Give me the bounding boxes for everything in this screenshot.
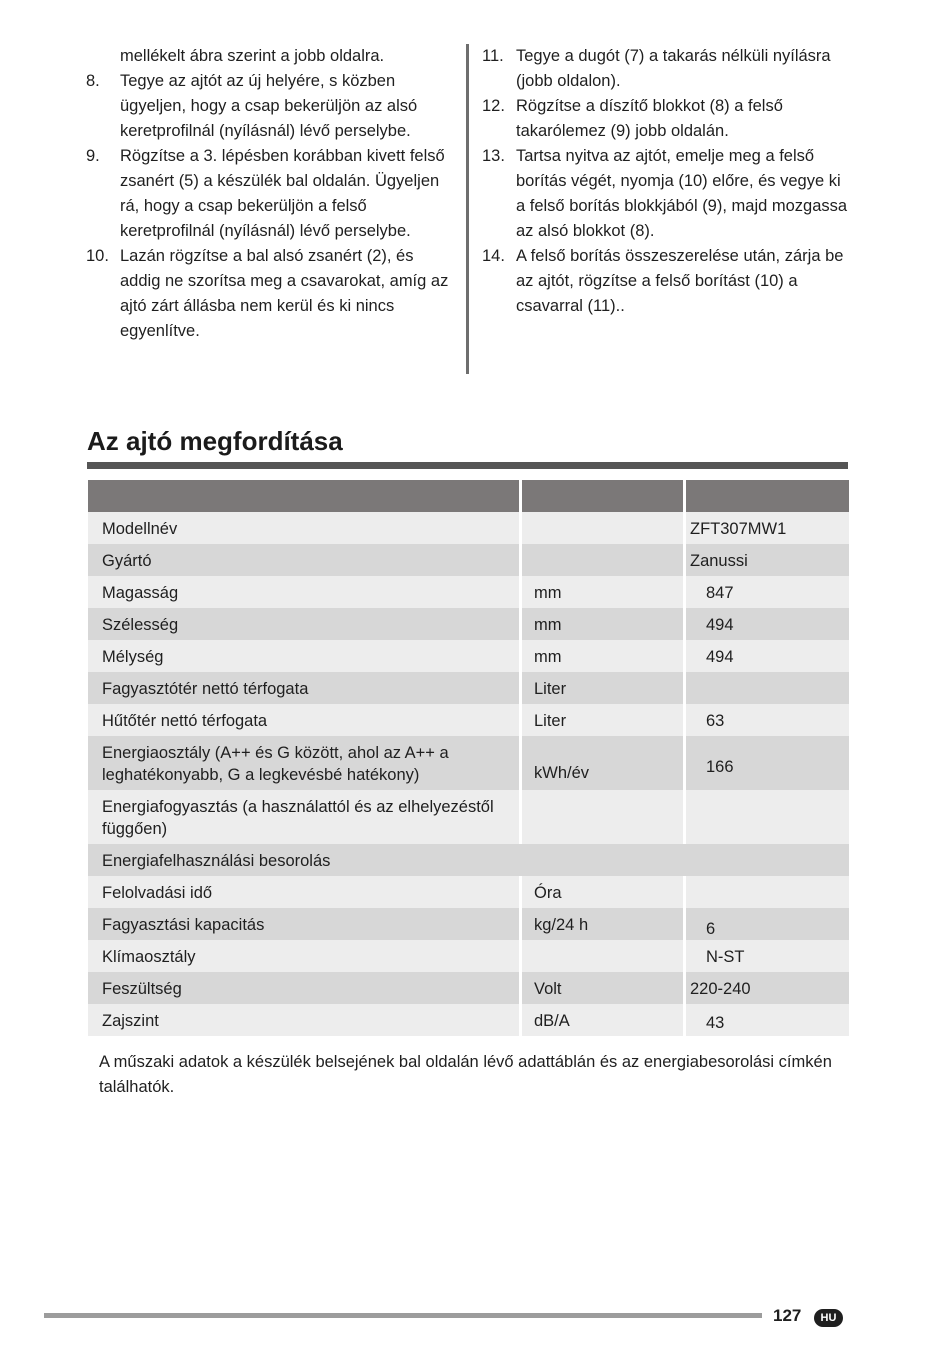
row-value <box>683 672 849 704</box>
row-unit: kWh/év <box>519 736 683 790</box>
row-value: ZFT307MW1 <box>683 512 849 544</box>
row-label: Energiafelhasználási besorolás <box>88 844 849 876</box>
title-underline <box>87 462 848 469</box>
row-label: Magasság <box>88 576 519 608</box>
table-row <box>88 940 849 972</box>
instructions-right-column <box>482 44 852 319</box>
row-value: Zanussi <box>683 544 849 576</box>
instruction-step <box>86 244 456 344</box>
step-number: 14. <box>482 247 505 265</box>
table-row <box>88 608 849 640</box>
step-number: 11. <box>482 47 504 65</box>
instruction-step <box>482 244 852 319</box>
header-cell <box>683 480 849 512</box>
step-text: Rögzítse a díszítő blokkot (8) a felső takarólemez (9) jobb oldalán. <box>516 97 783 140</box>
row-unit <box>519 940 683 972</box>
row-unit: kg/24 h <box>519 908 683 940</box>
row-value: 494 <box>683 640 849 672</box>
instruction-step <box>86 69 456 144</box>
table-row <box>88 512 849 544</box>
page-number: 127 <box>773 1306 802 1325</box>
row-value: 43 <box>683 1004 849 1036</box>
step-text: Tartsa nyitva az ajtót, emelje meg a felső borítás végét, nyomja (10) előre, és vegye ki a felső borítás blokkjából (9), majd mozgassa az alsó blokkot (8). <box>516 147 848 240</box>
row-unit: mm <box>519 640 683 672</box>
spec-table <box>88 480 849 1036</box>
row-label: Energiaosztály (A++ és G között, ahol az A++ a leghatékonyabb, G a legkevésbé hatékony) <box>88 736 519 790</box>
instruction-step <box>482 94 852 144</box>
instructions-left-column <box>86 44 456 344</box>
table-row <box>88 908 849 940</box>
row-value <box>683 790 849 844</box>
step-text: Tegye a dugót (7) a takarás nélküli nyílásra (jobb oldalon). <box>516 47 831 90</box>
row-label: Klímaosztály <box>88 940 519 972</box>
row-unit: mm <box>519 608 683 640</box>
row-unit <box>519 512 683 544</box>
table-row <box>88 576 849 608</box>
table-row <box>88 844 849 876</box>
table-row <box>88 1004 849 1036</box>
section-title: Az ajtó megfordítása <box>87 426 343 456</box>
footer-rule <box>44 1313 762 1318</box>
step-text: mellékelt ábra szerint a jobb oldalra. <box>120 47 385 65</box>
table-row <box>88 704 849 736</box>
row-value: 166 <box>683 736 849 790</box>
step-number: 10. <box>86 247 109 265</box>
row-label: Feszültség <box>88 972 519 1004</box>
row-value: 6 <box>683 908 849 940</box>
spec-table-header <box>88 480 849 512</box>
row-unit: dB/A <box>519 1004 683 1036</box>
instruction-step <box>86 144 456 244</box>
row-unit <box>519 544 683 576</box>
table-row <box>88 672 849 704</box>
step-text: Tegye az ajtót az új helyére, s közben ügyeljen, hogy a csap bekerüljön az alsó keretprofilnál (nyílásnál) lévő perselybe. <box>120 72 418 140</box>
step-text: Rögzítse a 3. lépésben korábban kivett felső zsanért (5) a készülék bal oldalán. Ügyeljen rá, hogy a csap bekerüljön a felső keretprofilnál (nyílásnál) lévő perselybe. <box>120 147 445 240</box>
step-text: Lazán rögzítse a bal alsó zsanért (2), és addig ne szorítsa meg a csavarokat, amíg az ajtó zárt állásba nem kerül és ki nincs egyenlítve. <box>120 247 449 340</box>
row-value: 63 <box>683 704 849 736</box>
instruction-step <box>482 144 852 244</box>
row-value <box>683 876 849 908</box>
row-value: N-ST <box>683 940 849 972</box>
instructions-right-list <box>482 44 852 319</box>
instructions-left-list <box>86 44 456 344</box>
step-number: 9. <box>86 147 100 165</box>
row-value: 494 <box>683 608 849 640</box>
header-cell <box>88 480 519 512</box>
row-label: Gyártó <box>88 544 519 576</box>
footnote: A műszaki adatok a készülék belsejének bal oldalán lévő adattáblán és az energiabesorolási címkén találhatók. <box>99 1053 832 1096</box>
table-row <box>88 640 849 672</box>
row-label: Energiafogyasztás (a használattól és az elhelyezéstől függően) <box>88 790 519 844</box>
column-divider <box>466 44 469 374</box>
row-unit: Óra <box>519 876 683 908</box>
row-value: 220-240 <box>683 972 849 1004</box>
row-label: Hűtőtér nettó térfogata <box>88 704 519 736</box>
row-label: Fagyasztási kapacitás <box>88 908 519 940</box>
row-unit: mm <box>519 576 683 608</box>
table-row <box>88 736 849 790</box>
row-label: Fagyasztótér nettó térfogata <box>88 672 519 704</box>
row-label: Mélység <box>88 640 519 672</box>
step-text: A felső borítás összeszerelése után, zárja be az ajtót, rögzítse a felső borítást (10) a csavarral (11).. <box>516 247 844 315</box>
table-row <box>88 544 849 576</box>
instruction-step <box>86 44 456 69</box>
row-unit: Volt <box>519 972 683 1004</box>
step-number: 13. <box>482 147 505 165</box>
language-badge: HU <box>814 1309 843 1327</box>
row-value: 847 <box>683 576 849 608</box>
table-row <box>88 972 849 1004</box>
header-cell <box>519 480 683 512</box>
row-unit: Liter <box>519 704 683 736</box>
instruction-step <box>482 44 852 94</box>
row-label: Zajszint <box>88 1004 519 1036</box>
step-number: 8. <box>86 72 100 90</box>
row-label: Modellnév <box>88 512 519 544</box>
step-number: 12. <box>482 97 505 115</box>
table-row <box>88 790 849 844</box>
row-label: Szélesség <box>88 608 519 640</box>
row-unit: Liter <box>519 672 683 704</box>
row-label: Felolvadási idő <box>88 876 519 908</box>
table-row <box>88 876 849 908</box>
row-unit <box>519 790 683 844</box>
